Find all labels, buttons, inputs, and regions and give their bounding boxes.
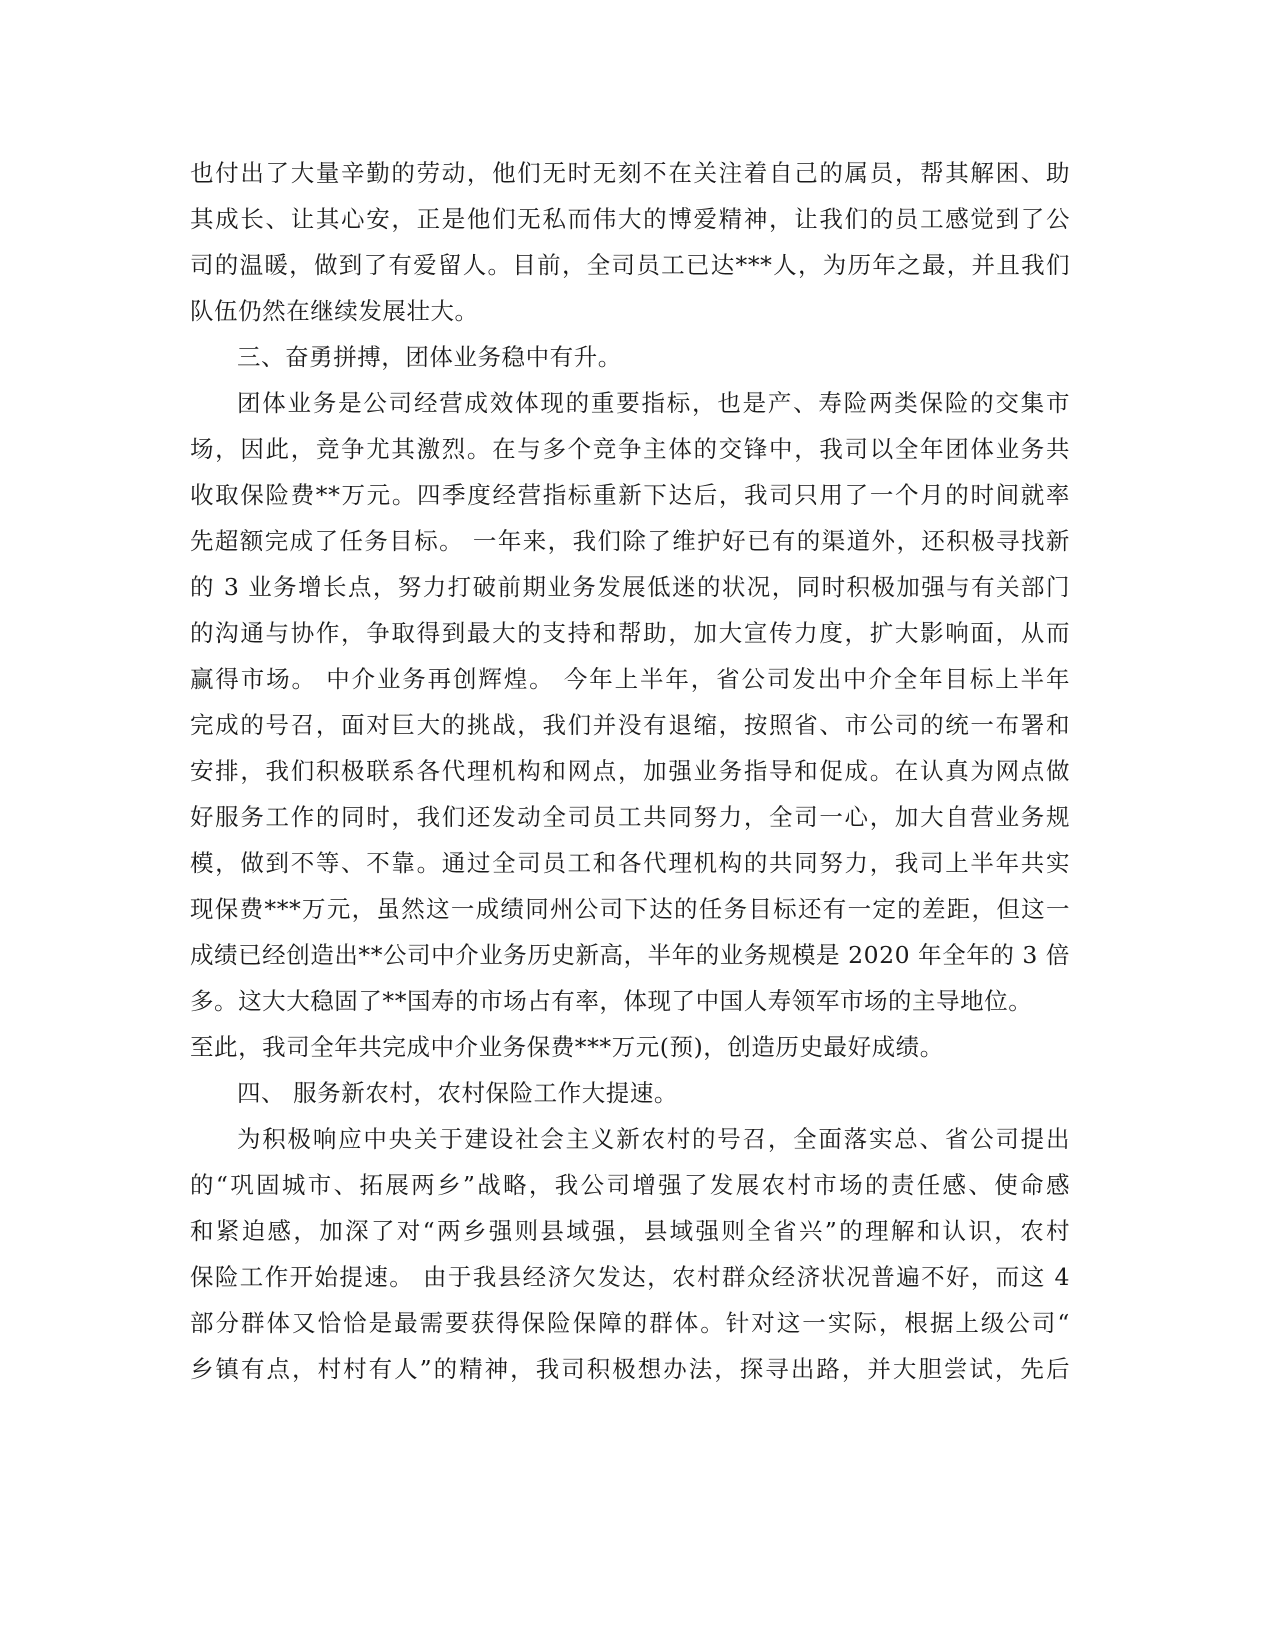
paragraph-line: 的 3 业务增长点，努力打破前期业务发展低迷的状况，同时积极加强与有关部门 [190, 573, 1070, 601]
paragraph-line: 成绩已经创造出**公司中介业务历史新高，半年的业务规模是 2020 年全年的 3 倍 [190, 941, 1070, 969]
paragraph-line: 先超额完成了任务目标。 一年来，我们除了维护好已有的渠道外，还积极寻找新 [190, 527, 1070, 555]
paragraph-line: 保险工作开始提速。 由于我县经济欠发达，农村群众经济状况普遍不好，而这 4 [190, 1263, 1070, 1291]
paragraph-line: 至此，我司全年共完成中介业务保费***万元(预)，创造历史最好成绩。 [190, 1033, 944, 1061]
paragraph-line: 好服务工作的同时，我们还发动全司员工共同努力，全司一心，加大自营业务规 [190, 803, 1070, 831]
paragraph-line: 赢得市场。 中介业务再创辉煌。 今年上半年，省公司发出中介全年目标上半年 [190, 665, 1070, 693]
paragraph-line: 完成的号召，面对巨大的挑战，我们并没有退缩，按照省、市公司的统一布署和 [190, 711, 1070, 739]
section-heading: 四、 服务新农村，农村保险工作大提速。 [237, 1079, 678, 1107]
paragraph-line: 的“巩固城市、拓展两乡”战略，我公司增强了发展农村市场的责任感、使命感 [190, 1171, 1070, 1199]
paragraph-line: 乡镇有点，村村有人”的精神，我司积极想办法，探寻出路，并大胆尝试，先后 [190, 1355, 1070, 1383]
paragraph-line: 为积极响应中央关于建设社会主义新农村的号召，全面落实总、省公司提出 [237, 1125, 1070, 1153]
paragraph-line: 和紧迫感，加深了对“两乡强则县域强，县域强则全省兴”的理解和认识，农村 [190, 1217, 1070, 1245]
paragraph-line: 的沟通与协作，争取得到最大的支持和帮助，加大宣传力度，扩大影响面，从而 [190, 619, 1070, 647]
section-heading: 三、奋勇拼搏，团体业务稳中有升。 [237, 343, 622, 371]
paragraph-line: 也付出了大量辛勤的劳动，他们无时无刻不在关注着自己的属员，帮其解困、助 [190, 159, 1070, 187]
paragraph-line: 队伍仍然在继续发展壮大。 [190, 297, 479, 325]
paragraph-line: 团体业务是公司经营成效体现的重要指标，也是产、寿险两类保险的交集市 [237, 389, 1070, 417]
paragraph-line: 现保费***万元，虽然这一成绩同州公司下达的任务目标还有一定的差距，但这一 [190, 895, 1070, 923]
paragraph-line: 场，因此，竞争尤其激烈。在与多个竞争主体的交锋中，我司以全年团体业务共 [190, 435, 1070, 463]
paragraph-line: 收取保险费**万元。四季度经营指标重新下达后，我司只用了一个月的时间就率 [190, 481, 1070, 509]
paragraph-line: 安排，我们积极联系各代理机构和网点，加强业务指导和促成。在认真为网点做 [190, 757, 1070, 785]
paragraph-line: 部分群体又恰恰是最需要获得保险保障的群体。针对这一实际，根据上级公司“ [190, 1309, 1070, 1337]
paragraph-line: 多。这大大稳固了**国寿的市场占有率，体现了中国人寿领军市场的主导地位。 [190, 987, 1033, 1015]
paragraph-line: 模，做到不等、不靠。通过全司员工和各代理机构的共同努力，我司上半年共实 [190, 849, 1070, 877]
paragraph-line: 其成长、让其心安，正是他们无私而伟大的博爱精神，让我们的员工感觉到了公 [190, 205, 1070, 233]
paragraph-line: 司的温暖，做到了有爱留人。目前，全司员工已达***人，为历年之最，并且我们 [190, 251, 1070, 279]
